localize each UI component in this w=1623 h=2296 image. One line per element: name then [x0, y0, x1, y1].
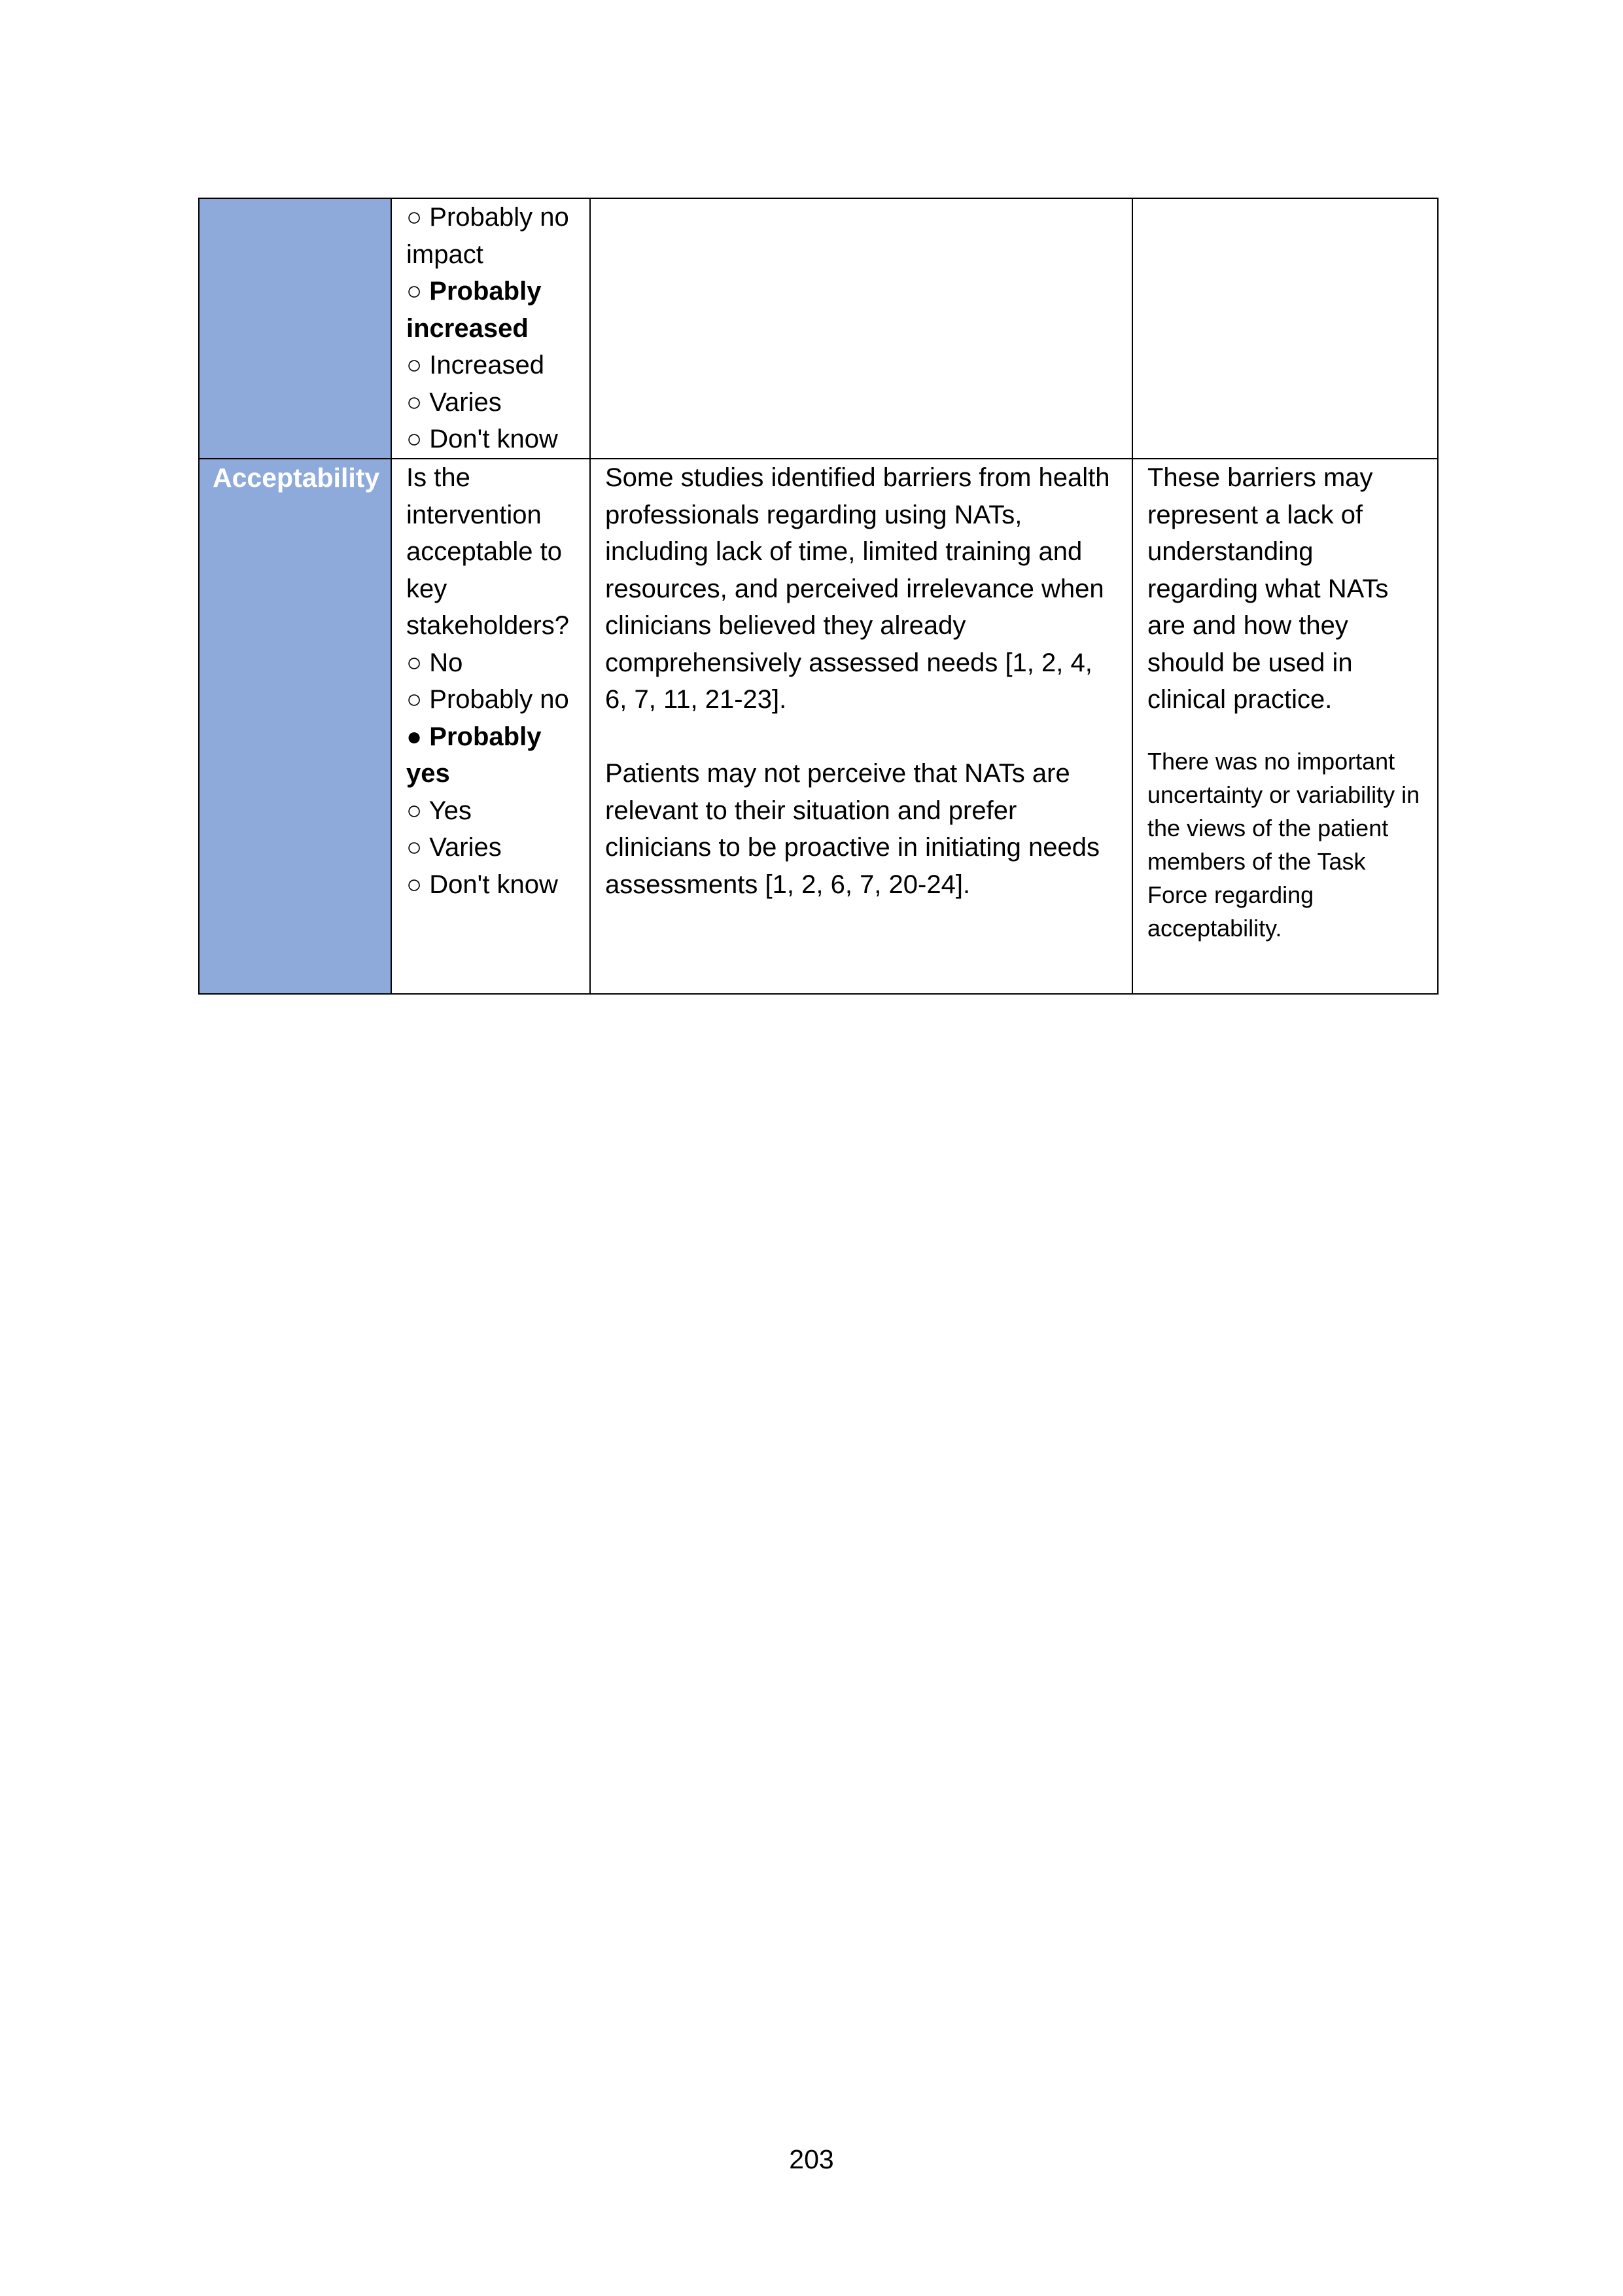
- radio-empty-icon: ○: [406, 796, 423, 825]
- research-evidence-paragraph: Some studies identified barriers from health professionals regarding using NATs, including lack of time, limited training and resources, and perceived irrelevance when clinicians believed they already comprehensively assessed needs [1, 2, 4, 6, 7, 11, 21-23].: [605, 463, 1110, 714]
- additional-considerations-note: There was no important uncertainty or variability in the views of the patient members of the Task Force regarding acceptability.: [1147, 747, 1420, 942]
- table-row-acceptability: [199, 459, 1438, 994]
- criterion-label-cell: [199, 198, 391, 459]
- evidence-to-decision-table: [198, 198, 1439, 995]
- research-evidence-cell: [590, 459, 1132, 994]
- additional-considerations-cell: [1132, 198, 1438, 459]
- judgement-option: ○ Don't know: [406, 425, 558, 453]
- additional-considerations-cell: [1132, 459, 1438, 994]
- judgement-option: ○ Varies: [406, 387, 502, 417]
- judgement-option-selected: ● Probably yes: [406, 722, 549, 788]
- judgement-option: ○ No: [406, 648, 463, 677]
- judgement-options: [406, 199, 576, 458]
- judgement-option: ○ Yes: [406, 796, 472, 825]
- judgement-cell: [391, 459, 590, 994]
- criterion-label: Acceptability: [213, 463, 380, 493]
- research-evidence-cell: [590, 198, 1132, 459]
- radio-filled-icon: ●: [406, 722, 423, 751]
- judgement-option: ○ Don't know: [406, 870, 558, 899]
- radio-empty-icon: ○: [406, 351, 423, 380]
- criterion-question: Is the intervention acceptable to key stakeholders?: [406, 463, 570, 640]
- judgement-option: ○ Varies: [406, 833, 502, 862]
- judgement-options: [406, 645, 576, 904]
- judgement-cell: [391, 198, 590, 459]
- judgement-option: ○ Increased: [406, 351, 544, 380]
- additional-considerations-text: These barriers may represent a lack of understanding regarding what NATs are and how they should be used in clinical practice.: [1147, 463, 1389, 714]
- criterion-label-cell: [199, 459, 391, 994]
- radio-empty-icon: ○: [406, 870, 423, 899]
- radio-empty-icon: ○: [406, 833, 423, 862]
- radio-empty-icon: ○: [406, 685, 423, 714]
- judgement-option: ○ Probably no impact: [406, 203, 576, 269]
- radio-empty-icon: ○: [406, 648, 423, 677]
- radio-empty-icon: ○: [406, 425, 423, 453]
- page-number: 203: [789, 2144, 834, 2174]
- radio-empty-icon: ○: [406, 277, 423, 306]
- radio-empty-icon: ○: [406, 387, 423, 417]
- radio-empty-icon: ○: [406, 203, 423, 232]
- judgement-option: ○ Probably no: [406, 685, 569, 714]
- table-row-continued: [199, 198, 1438, 459]
- research-evidence-paragraph: Patients may not perceive that NATs are relevant to their situation and prefer clinicians to be proactive in initiating needs assessments [1, 2, 6, 7, 20-24].: [605, 759, 1100, 899]
- judgement-option-selected: ○ Probably increased: [406, 277, 549, 343]
